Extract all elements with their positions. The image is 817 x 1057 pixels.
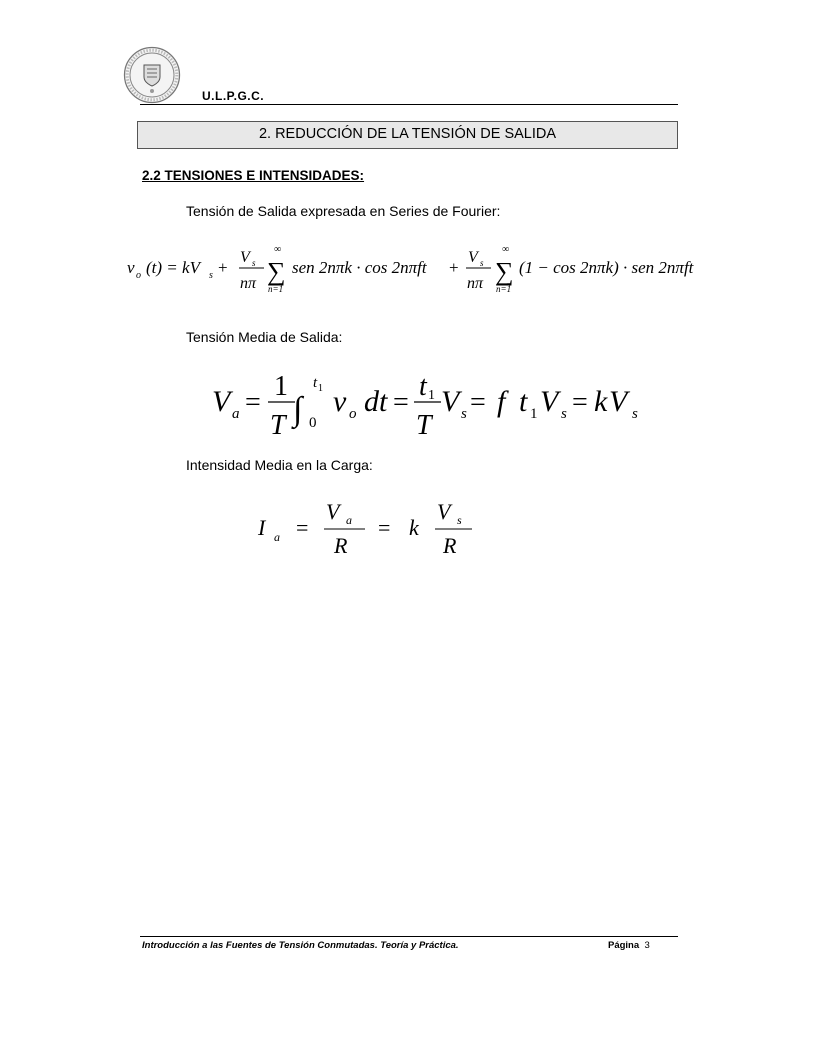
eq2-V2: V [540,385,559,418]
eq2-T1: T [270,410,286,441]
eq2-eq-3: = [470,387,486,418]
eq3-den1: R [334,533,348,558]
eq3-eq-2: = [378,515,391,540]
eq1-frac2-num-sub: s [480,258,484,268]
eq3-num2: V [437,499,451,524]
eq1-frac2-num: V [468,249,478,266]
eq1-sum2-lower: n=1 [496,284,512,294]
eq1-term1: sen 2nπk · cos 2nπft [292,258,427,277]
eq2-frac2-num-sub: 1 [428,388,435,403]
eq3-num1-sub: a [346,513,352,527]
eq1-term2: (1 − cos 2nπk) · sen 2nπft [519,258,694,277]
eq2-lhs-sub: a [232,406,240,422]
eq1-kv-sub: s [209,270,213,281]
eq2-t-sub: 1 [530,406,538,422]
eq3-k: k [409,515,419,540]
eq3-num1: V [326,499,340,524]
eq2-eq-4: = [572,387,588,418]
eq1-plus-2: + [449,258,459,277]
eq1-sum2-upper: ∞ [502,244,510,255]
eq1-lhs: v [127,258,135,277]
eq1-arg: (t) = kV [146,258,200,277]
eq2-int-lower: 0 [309,415,317,431]
eq2-s3: s [632,406,638,422]
eq2-s2: s [561,406,567,422]
fourier-series-equation [127,244,695,294]
eq3-eq-1: = [296,515,309,540]
eq1-sum1-symbol: ∑ [267,257,286,286]
mean-voltage-equation [212,371,638,441]
eq2-V1: V [441,385,460,418]
eq1-sum1-lower: n=1 [268,284,284,294]
footer-rule [140,936,678,937]
eq3-lhs: I [258,515,266,540]
eq2-V3: V [609,385,628,418]
eq2-f: f [497,385,506,418]
eq1-sum2-symbol: ∑ [495,257,514,286]
eq1-lhs-sub: o [136,270,141,281]
eq2-frac2-num: t [419,371,427,402]
eq1-frac1-num: V [240,249,250,266]
eq1-frac1-den: nπ [240,275,257,292]
eq2-eq-1: = [245,387,261,418]
eq2-k: k [594,385,608,418]
eq2-t: t [519,385,528,418]
eq2-s1: s [461,406,467,422]
footer-page [608,940,650,951]
footer-page-number: 3 [644,940,650,951]
organization-name: U.L.P.G.C. [202,89,265,103]
eq3-num2-sub: s [457,513,462,527]
eq2-one: 1 [274,371,288,402]
eq3-lhs-sub: a [274,530,280,544]
eq2-integrand-sub: o [349,406,357,422]
footer-title: Introducción a las Fuentes de Tensión Conmutadas. Teoría y Práctica. [142,940,459,951]
eq2-int-upper: t [313,375,318,391]
mean-current-label: Intensidad Media en la Carga: [186,457,373,473]
eq2-eq-2: = [393,387,409,418]
eq1-frac1-num-sub: s [252,258,256,268]
footer-page-label: Página [608,940,640,951]
eq2-T2: T [416,410,432,441]
eq3-den2: R [443,533,457,558]
subsection-title: 2.2 TENSIONES E INTENSIDADES: [142,168,365,183]
section-title: 2. REDUCCIÓN DE LA TENSIÓN DE SALIDA [258,126,557,142]
eq1-plus-1: + [218,258,228,277]
eq2-dt: dt [364,385,388,418]
mean-voltage-label: Tensión Media de Salida: [186,329,343,345]
fourier-label: Tensión de Salida expresada en Series de Fourier: [186,203,501,219]
eq2-int-upper-sub: 1 [318,383,323,394]
mean-current-equation [257,499,472,558]
eq1-frac2-den: nπ [467,275,484,292]
eq1-sum1-upper: ∞ [274,244,282,255]
eq2-integral: ∫ [293,391,303,428]
eq2-integrand: v [333,385,347,418]
eq2-lhs: V [212,385,231,418]
